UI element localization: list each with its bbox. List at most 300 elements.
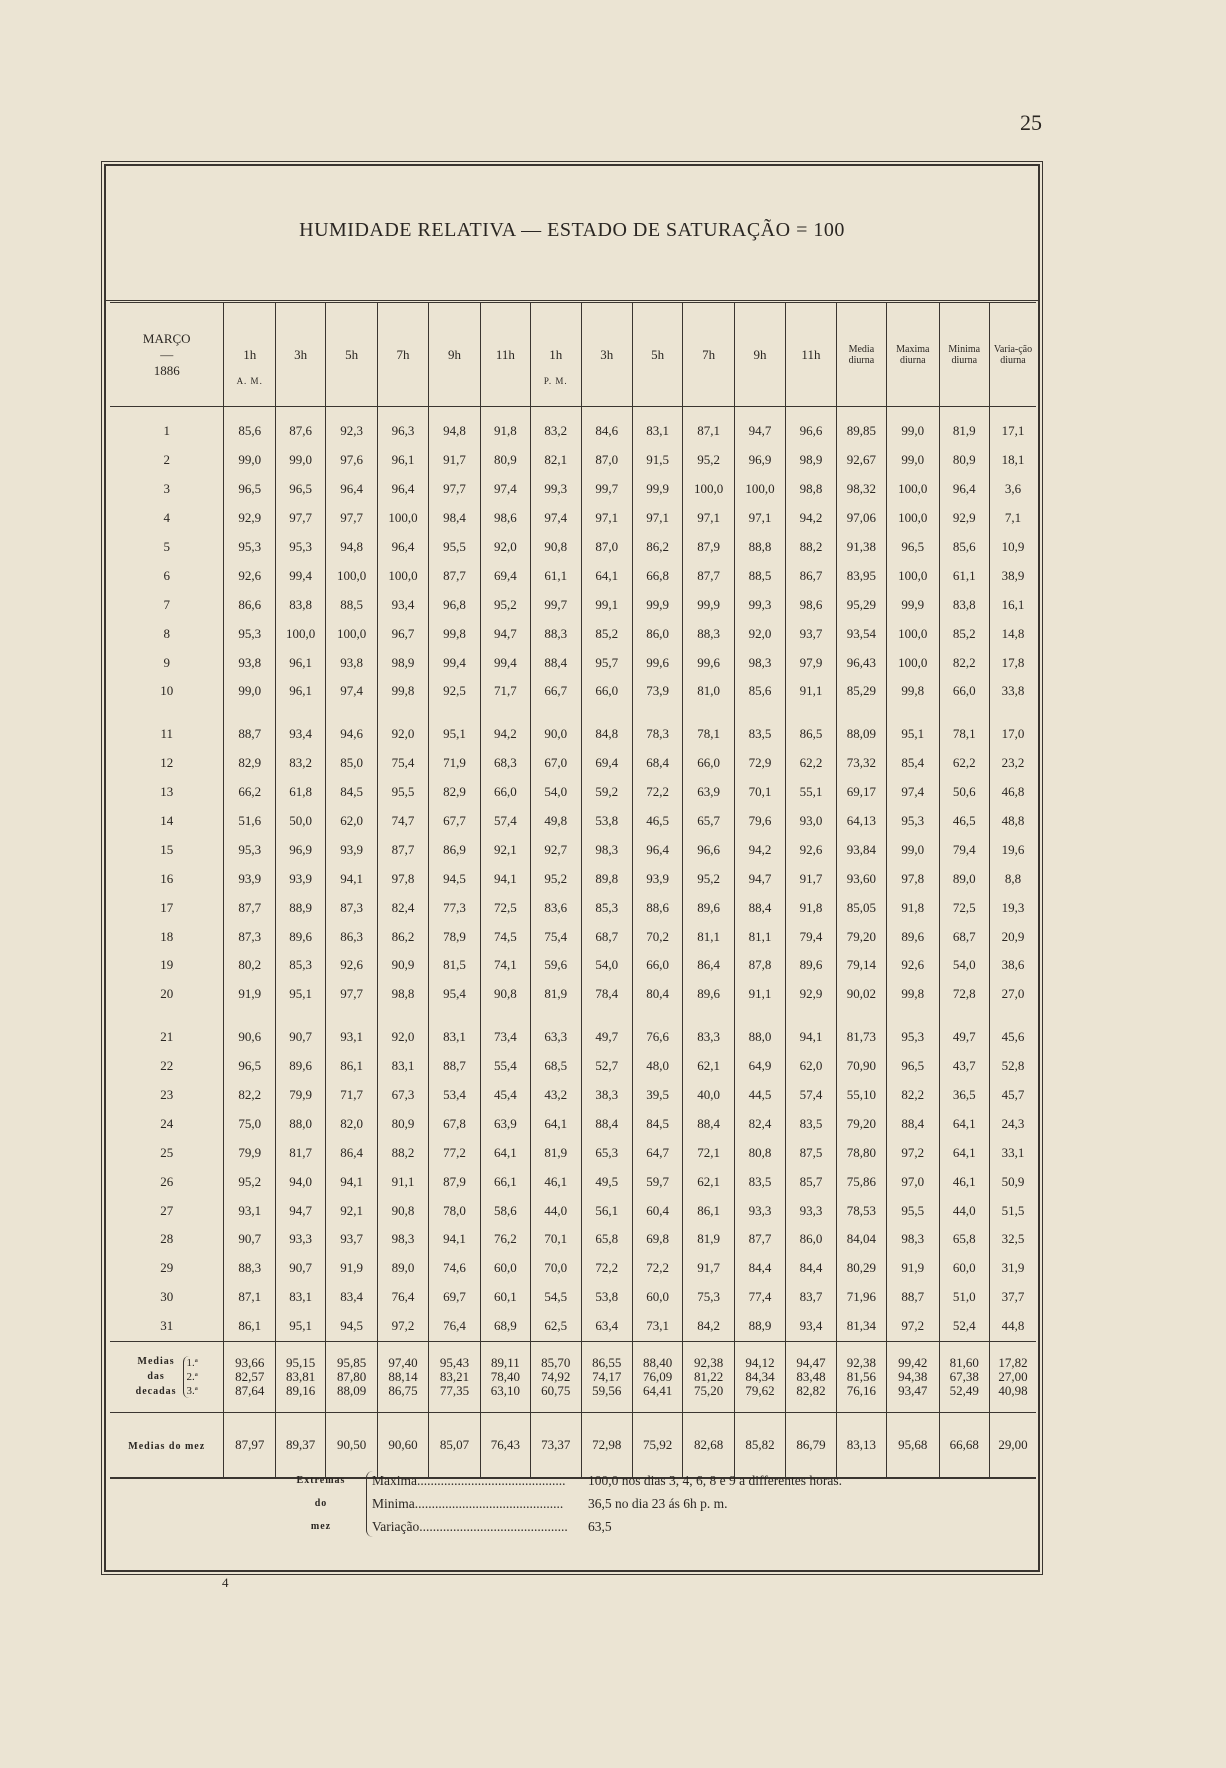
day-cell: 28 (160, 1231, 174, 1247)
value-cell: 88,3 (224, 1254, 275, 1283)
value-cell: 99,8 (887, 677, 939, 706)
value-cell: 88,5 (326, 590, 377, 619)
decade-mean-value: 81,60 (949, 1354, 979, 1370)
decade-mean-value: 40,98 (998, 1382, 1028, 1398)
value-cell: 83,4 (326, 1283, 377, 1312)
value-cell: 59,6 (531, 951, 581, 980)
value-cell: 90,8 (531, 533, 581, 562)
day-cell: 7 (163, 596, 170, 612)
month-mean-cell: 87,97 (224, 1412, 275, 1478)
decade-mean-value: 95,43 (439, 1354, 470, 1370)
value-cell: 72,5 (939, 893, 989, 922)
hour-label: 3h (294, 346, 308, 362)
value-cell: 89,6 (786, 951, 836, 980)
decade-mean-value: 81,56 (846, 1368, 876, 1384)
value-cell: 97,9 (786, 648, 836, 677)
value-cell: 78,53 (836, 1196, 886, 1225)
value-cell: 71,96 (836, 1283, 886, 1312)
value-cell: 86,7 (786, 561, 836, 590)
value-cell: 81,9 (531, 980, 581, 1009)
value-cell: 96,6 (683, 835, 734, 864)
day-cell: 27 (160, 1202, 174, 1218)
decade-mean-value: 88,09 (336, 1382, 367, 1398)
value-cell: 17,0 (989, 706, 1036, 749)
value-cell: 90,7 (275, 1254, 325, 1283)
value-cell: 87,3 (326, 893, 377, 922)
day-cell: 24 (160, 1115, 174, 1131)
value-cell: 97,4 (531, 504, 581, 533)
value-cell: 98,6 (480, 504, 530, 533)
value-cell: 87,1 (683, 407, 734, 446)
value-cell: 92,3 (326, 407, 377, 446)
value-cell: 88,9 (275, 893, 325, 922)
value-cell: 62,2 (939, 749, 989, 778)
table-body (110, 407, 1036, 1478)
value-cell: 84,8 (581, 706, 632, 749)
value-cell: 97,2 (887, 1138, 939, 1167)
table-row (110, 807, 1036, 836)
value-cell: 84,2 (683, 1312, 734, 1341)
value-cell: 66,1 (480, 1167, 530, 1196)
value-cell: 88,7 (224, 706, 275, 749)
value-cell: 65,3 (581, 1138, 632, 1167)
value-cell: 75,4 (531, 922, 581, 951)
value-cell: 60,4 (632, 1196, 682, 1225)
value-cell: 88,0 (734, 1009, 785, 1052)
value-cell: 45,6 (989, 1009, 1036, 1052)
value-cell: 84,5 (632, 1109, 682, 1138)
value-cell: 71,9 (429, 749, 480, 778)
value-cell: 46,1 (531, 1167, 581, 1196)
value-cell: 95,3 (224, 619, 275, 648)
value-cell: 64,9 (734, 1052, 785, 1081)
value-cell: 77,3 (429, 893, 480, 922)
value-cell: 49,5 (581, 1167, 632, 1196)
value-cell: 76,2 (480, 1225, 530, 1254)
value-cell: 97,2 (377, 1312, 428, 1341)
value-cell: 69,17 (836, 778, 886, 807)
value-cell: 60,0 (480, 1254, 530, 1283)
decade-mean-value: 93,47 (898, 1382, 928, 1398)
value-cell: 87,7 (377, 835, 428, 864)
decade-means-cell (632, 1341, 682, 1412)
column-header-label: Varia-ção diurna (993, 343, 1033, 366)
month-mean-cell: 89,37 (275, 1412, 325, 1478)
table-frame (104, 164, 1040, 1572)
value-cell: 85,6 (224, 407, 275, 446)
value-cell: 99,4 (429, 648, 480, 677)
decade-means-cell (734, 1341, 785, 1412)
value-cell: 95,4 (429, 980, 480, 1009)
value-cell: 97,7 (326, 504, 377, 533)
value-cell: 78,80 (836, 1138, 886, 1167)
month-mean-cell: 90,60 (377, 1412, 428, 1478)
value-cell: 66,0 (632, 951, 682, 980)
value-cell: 83,1 (632, 407, 682, 446)
day-cell: 17 (160, 899, 174, 915)
value-cell: 97,1 (734, 504, 785, 533)
value-cell: 20,9 (989, 922, 1036, 951)
value-cell: 74,7 (377, 807, 428, 836)
value-cell: 84,5 (326, 778, 377, 807)
value-cell: 79,4 (786, 922, 836, 951)
month-mean-cell: 73,37 (531, 1412, 581, 1478)
month-mean-cell: 90,50 (326, 1412, 377, 1478)
value-cell: 95,29 (836, 590, 886, 619)
month-means-label: Medias do mez (128, 1440, 206, 1452)
value-cell: 68,9 (480, 1312, 530, 1341)
value-cell: 3,6 (989, 475, 1036, 504)
decade-means-cell (887, 1341, 939, 1412)
value-cell: 91,8 (786, 893, 836, 922)
value-cell: 98,3 (887, 1225, 939, 1254)
decade-mean-value: 93,66 (235, 1354, 265, 1370)
decade-mean-value: 67,38 (949, 1368, 979, 1384)
table-row (110, 446, 1036, 475)
table-row (110, 504, 1036, 533)
value-cell: 46,5 (939, 807, 989, 836)
value-cell: 52,4 (939, 1312, 989, 1341)
value-cell: 97,4 (326, 677, 377, 706)
value-cell: 99,7 (581, 475, 632, 504)
value-cell: 61,1 (531, 561, 581, 590)
value-cell: 92,1 (326, 1196, 377, 1225)
value-cell: 78,9 (429, 922, 480, 951)
value-cell: 82,2 (939, 648, 989, 677)
extremes-label-line: do (314, 1498, 328, 1509)
table-row (110, 749, 1036, 778)
value-cell: 83,95 (836, 561, 886, 590)
day-cell: 22 (160, 1058, 174, 1074)
value-cell: 97,06 (836, 504, 886, 533)
value-cell: 95,5 (429, 533, 480, 562)
value-cell: 89,0 (377, 1254, 428, 1283)
table-row (110, 893, 1036, 922)
value-cell: 81,73 (836, 1009, 886, 1052)
table-row (110, 980, 1036, 1009)
value-cell: 82,4 (377, 893, 428, 922)
value-cell: 96,8 (429, 590, 480, 619)
column-header (836, 303, 886, 407)
value-cell: 60,0 (632, 1283, 682, 1312)
value-cell: 17,8 (989, 648, 1036, 677)
value-cell: 83,6 (531, 893, 581, 922)
value-cell: 72,8 (939, 980, 989, 1009)
value-cell: 96,5 (224, 475, 275, 504)
value-cell: 79,4 (939, 835, 989, 864)
value-cell: 38,6 (989, 951, 1036, 980)
value-cell: 96,9 (734, 446, 785, 475)
decade-mean-value: 17,82 (998, 1354, 1028, 1370)
value-cell: 64,7 (632, 1138, 682, 1167)
extreme-var-name: Variação............................................ (372, 1519, 568, 1534)
column-header (429, 303, 480, 407)
value-cell: 98,9 (377, 648, 428, 677)
page-number: 25 (1020, 110, 1042, 135)
month-mean-cell: 29,00 (989, 1412, 1036, 1478)
value-cell: 88,8 (734, 533, 785, 562)
hour-label: 9h (753, 346, 767, 362)
value-cell: 69,8 (632, 1225, 682, 1254)
table-row (110, 1167, 1036, 1196)
value-cell: 85,3 (275, 951, 325, 980)
value-cell: 88,4 (581, 1109, 632, 1138)
value-cell: 46,8 (989, 778, 1036, 807)
table-row (110, 1009, 1036, 1052)
day-cell: 8 (163, 625, 170, 641)
value-cell: 56,1 (581, 1196, 632, 1225)
column-header (939, 303, 989, 407)
month-mean-cell: 85,07 (429, 1412, 480, 1478)
value-cell: 100,0 (377, 504, 428, 533)
value-cell: 85,7 (786, 1167, 836, 1196)
day-cell: 31 (160, 1318, 174, 1334)
value-cell: 66,0 (581, 677, 632, 706)
decade-mean-value: 94,38 (898, 1368, 928, 1384)
value-cell: 91,1 (377, 1167, 428, 1196)
value-cell: 90,9 (377, 951, 428, 980)
value-cell: 48,0 (632, 1052, 682, 1081)
value-cell: 71,7 (326, 1081, 377, 1110)
value-cell: 96,4 (326, 475, 377, 504)
value-cell: 64,13 (836, 807, 886, 836)
value-cell: 90,0 (531, 706, 581, 749)
value-cell: 93,4 (786, 1312, 836, 1341)
value-cell: 93,84 (836, 835, 886, 864)
decade-mean-value: 78,40 (490, 1368, 520, 1384)
decade-mean-value: 27,00 (998, 1368, 1028, 1384)
value-cell: 99,0 (887, 446, 939, 475)
value-cell: 71,7 (480, 677, 530, 706)
value-cell: 87,9 (683, 533, 734, 562)
value-cell: 94,2 (734, 835, 785, 864)
value-cell: 89,6 (683, 980, 734, 1009)
value-cell: 82,1 (531, 446, 581, 475)
month-extremes (106, 1451, 1038, 1551)
value-cell: 63,3 (531, 1009, 581, 1052)
value-cell: 38,3 (581, 1081, 632, 1110)
value-cell: 55,4 (480, 1052, 530, 1081)
value-cell: 93,1 (326, 1009, 377, 1052)
table-row (110, 1052, 1036, 1081)
value-cell: 86,2 (377, 922, 428, 951)
title-box (106, 166, 1038, 301)
value-cell: 92,1 (480, 835, 530, 864)
day-cell: 14 (160, 813, 174, 829)
value-cell: 92,6 (887, 951, 939, 980)
table-row (110, 619, 1036, 648)
value-cell: 64,1 (480, 1138, 530, 1167)
value-cell: 86,1 (326, 1052, 377, 1081)
month-dash: — (160, 346, 174, 362)
value-cell: 80,9 (377, 1109, 428, 1138)
month-mean-cell: 75,92 (632, 1412, 682, 1478)
value-cell: 95,2 (683, 446, 734, 475)
value-cell: 97,4 (887, 778, 939, 807)
day-cell: 16 (160, 870, 174, 886)
value-cell: 97,7 (326, 980, 377, 1009)
value-cell: 76,6 (632, 1009, 682, 1052)
value-cell: 44,0 (939, 1196, 989, 1225)
value-cell: 88,3 (531, 619, 581, 648)
hour-label: 11h (495, 346, 515, 362)
value-cell: 59,2 (581, 778, 632, 807)
value-cell: 88,7 (429, 1052, 480, 1081)
value-cell: 99,1 (581, 590, 632, 619)
value-cell: 92,9 (786, 980, 836, 1009)
decade-mean-value: 52,49 (949, 1382, 979, 1398)
decade-means-cell (224, 1341, 275, 1412)
day-cell: 12 (160, 755, 174, 771)
day-cell: 26 (160, 1173, 174, 1189)
value-cell: 81,34 (836, 1312, 886, 1341)
table-row (110, 561, 1036, 590)
table-row (110, 1312, 1036, 1341)
value-cell: 66,8 (632, 561, 682, 590)
table-row (110, 706, 1036, 749)
day-cell: 2 (163, 452, 170, 468)
value-cell: 72,9 (734, 749, 785, 778)
value-cell: 95,1 (429, 706, 480, 749)
value-cell: 60,1 (480, 1283, 530, 1312)
value-cell: 95,3 (224, 835, 275, 864)
day-cell: 13 (160, 784, 174, 800)
decade-mean-value: 89,16 (286, 1382, 316, 1398)
value-cell: 89,6 (275, 922, 325, 951)
value-cell: 99,9 (632, 475, 682, 504)
value-cell: 79,6 (734, 807, 785, 836)
value-cell: 79,9 (275, 1081, 325, 1110)
value-cell: 80,9 (939, 446, 989, 475)
value-cell: 92,9 (224, 504, 275, 533)
value-cell: 94,1 (326, 1167, 377, 1196)
table-row (110, 590, 1036, 619)
value-cell: 78,3 (632, 706, 682, 749)
value-cell: 96,1 (275, 677, 325, 706)
value-cell: 87,0 (581, 446, 632, 475)
value-cell: 39,5 (632, 1081, 682, 1110)
value-cell: 100,0 (275, 619, 325, 648)
value-cell: 93,9 (275, 864, 325, 893)
table-row (110, 1109, 1036, 1138)
decade-mean-value: 77,35 (439, 1382, 470, 1398)
value-cell: 65,8 (581, 1225, 632, 1254)
value-cell: 93,3 (786, 1196, 836, 1225)
day-cell: 4 (163, 510, 170, 526)
column-header (581, 303, 632, 407)
value-cell: 88,2 (786, 533, 836, 562)
value-cell: 87,7 (224, 893, 275, 922)
value-cell: 94,2 (786, 504, 836, 533)
value-cell: 93,54 (836, 619, 886, 648)
page-title: HUMIDADE RELATIVA — ESTADO DE SATURAÇÃO = 100 (299, 219, 845, 241)
column-header (786, 303, 836, 407)
value-cell: 83,1 (429, 1009, 480, 1052)
value-cell: 19,3 (989, 893, 1036, 922)
value-cell: 85,2 (581, 619, 632, 648)
value-cell: 79,20 (836, 922, 886, 951)
value-cell: 48,8 (989, 807, 1036, 836)
value-cell: 83,1 (377, 1052, 428, 1081)
value-cell: 95,2 (531, 864, 581, 893)
decade-mean-value: 87,80 (336, 1368, 367, 1384)
decade-mean-value: 86,55 (592, 1354, 622, 1370)
value-cell: 45,7 (989, 1081, 1036, 1110)
decade-mean-value: 83,21 (439, 1368, 470, 1384)
value-cell: 14,8 (989, 619, 1036, 648)
value-cell: 93,60 (836, 864, 886, 893)
decade-mean-value: 88,14 (388, 1368, 418, 1384)
value-cell: 90,6 (224, 1009, 275, 1052)
column-header (734, 303, 785, 407)
value-cell: 57,4 (786, 1081, 836, 1110)
value-cell: 93,0 (786, 807, 836, 836)
value-cell: 93,8 (224, 648, 275, 677)
table-row (110, 475, 1036, 504)
value-cell: 98,3 (581, 835, 632, 864)
day-cell: 23 (160, 1087, 174, 1103)
value-cell: 79,9 (224, 1138, 275, 1167)
value-cell: 88,2 (377, 1138, 428, 1167)
value-cell: 95,3 (887, 1009, 939, 1052)
value-cell: 97,1 (683, 504, 734, 533)
column-header (480, 303, 530, 407)
value-cell: 91,7 (683, 1254, 734, 1283)
value-cell: 96,5 (887, 1052, 939, 1081)
decade-means-cell (836, 1341, 886, 1412)
decade-means-cell (683, 1341, 734, 1412)
value-cell: 44,0 (531, 1196, 581, 1225)
value-cell: 67,7 (429, 807, 480, 836)
value-cell: 95,3 (275, 533, 325, 562)
table-row (110, 1283, 1036, 1312)
table-row (110, 1254, 1036, 1283)
value-cell: 64,1 (939, 1138, 989, 1167)
value-cell: 17,1 (989, 407, 1036, 446)
value-cell: 94,1 (786, 1009, 836, 1052)
value-cell: 19,6 (989, 835, 1036, 864)
value-cell: 72,2 (632, 1254, 682, 1283)
value-cell: 95,2 (683, 864, 734, 893)
value-cell: 98,8 (786, 475, 836, 504)
value-cell: 92,9 (939, 504, 989, 533)
table-row (110, 1225, 1036, 1254)
value-cell: 87,3 (224, 922, 275, 951)
value-cell: 83,7 (786, 1283, 836, 1312)
value-cell: 38,9 (989, 561, 1036, 590)
value-cell: 85,6 (939, 533, 989, 562)
value-cell: 100,0 (887, 648, 939, 677)
value-cell: 91,38 (836, 533, 886, 562)
value-cell: 73,32 (836, 749, 886, 778)
value-cell: 97,7 (429, 475, 480, 504)
humidity-table (110, 302, 1036, 1479)
table-row (110, 533, 1036, 562)
decade-means-cell (989, 1341, 1036, 1412)
month-mean-cell: 85,82 (734, 1412, 785, 1478)
value-cell: 100,0 (887, 475, 939, 504)
value-cell: 81,1 (683, 922, 734, 951)
value-cell: 93,9 (632, 864, 682, 893)
value-cell: 68,3 (480, 749, 530, 778)
value-cell: 93,4 (377, 590, 428, 619)
day-cell: 20 (160, 986, 174, 1002)
value-cell: 55,10 (836, 1081, 886, 1110)
value-cell: 99,3 (734, 590, 785, 619)
value-cell: 93,1 (224, 1196, 275, 1225)
value-cell: 86,3 (326, 922, 377, 951)
value-cell: 86,4 (683, 951, 734, 980)
